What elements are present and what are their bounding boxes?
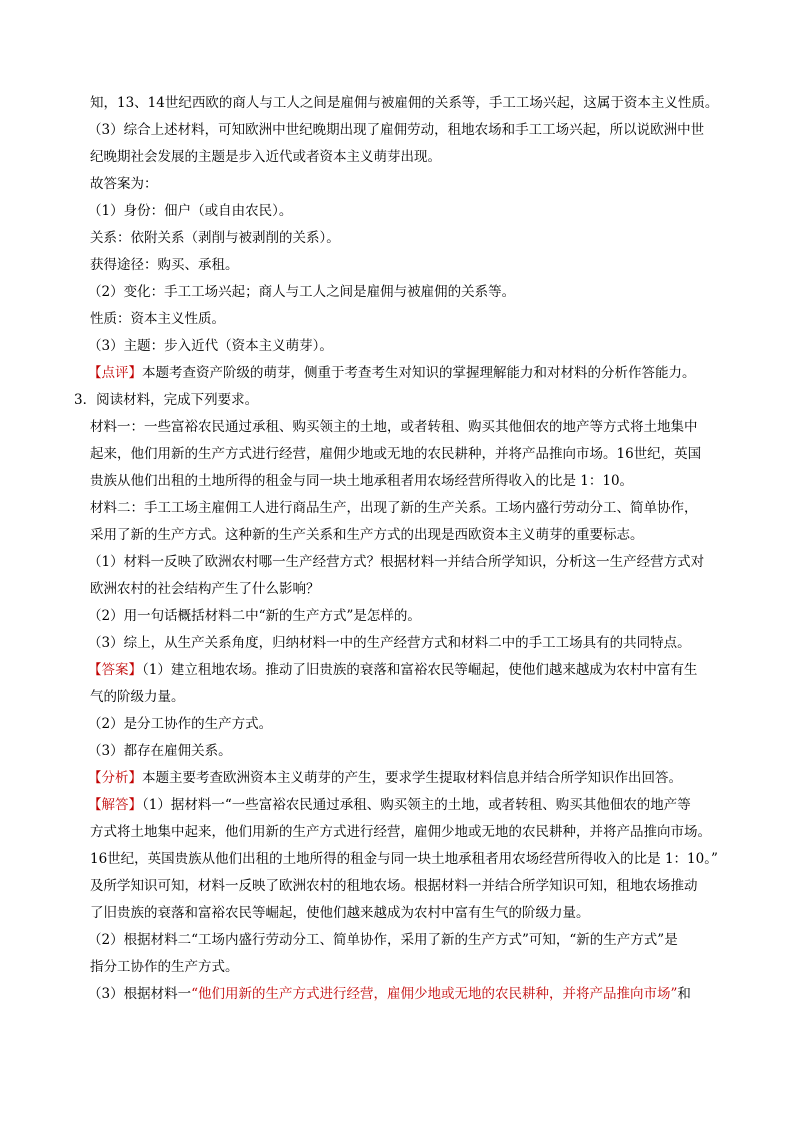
explain-line-3: 16世纪，英国贵族从他们出租的土地所得的租金与同一块土地承租者用农场经营所得收入的比是 1：10。” <box>90 851 718 867</box>
answer-tag: 【答案】 <box>88 662 142 678</box>
comment-tag: 【点评】 <box>88 365 142 381</box>
prev-line-9: 性质：资本主义性质。 <box>90 311 225 327</box>
material-1-line-2: 起来，他们用新的生产方式进行经营，雇佣少地或无地的农民耕种，并将产品推向市场。16世纪，英国 <box>90 446 702 462</box>
answer-1-text: （1）建立租地农场。推动了旧贵族的衰落和富裕农民等崛起，使他们越来越成为农村中富有生 <box>142 662 698 678</box>
answer-3: （3）都存在雇佣关系。 <box>88 743 232 759</box>
explain-3-prefix: （3）根据材料一 <box>88 986 192 1002</box>
explain-1-text: （1）据材料一“一些富裕农民通过承租、购买领主的土地，或者转租、购买其他佃农的地产等 <box>142 797 691 813</box>
explain-3-line-1 <box>88 985 691 1003</box>
prev-line-10: （3）主题：步入近代（资本主义萌芽）。 <box>88 338 333 354</box>
analysis-line <box>88 769 682 787</box>
answer-line-2: 气的阶级力量。 <box>90 689 185 705</box>
question-number: 3． <box>74 392 97 408</box>
explain-2-line-2: 指分工协作的生产方式。 <box>90 959 239 975</box>
question-stem: 阅读材料，完成下列要求。 <box>96 392 259 408</box>
prev-line-8: （2）变化：手工工场兴起；商人与工人之间是雇佣与被雇佣的关系等。 <box>88 284 516 300</box>
explain-line-5: 了旧贵族的衰落和富裕农民等崛起，使他们越来越成为农村中富有生气的阶级力量。 <box>90 905 590 921</box>
question-3-header <box>74 391 258 409</box>
answer-2: （2）是分工协作的生产方式。 <box>88 716 273 732</box>
answer-line-1 <box>88 661 697 679</box>
explain-3-quote: “他们用新的生产方式进行经营，雇佣少地或无地的农民耕种，并将产品推向市场” <box>191 986 678 1002</box>
material-1-line-3: 贵族从他们出租的土地所得的租金与同一块土地承租者用农场经营所得收入的比是 1：10。 <box>90 473 634 489</box>
sub-question-3: （3）综上，从生产关系角度，归纳材料一中的生产经营方式和材料二中的手工工场具有的共同特点。 <box>88 635 691 651</box>
sub-question-1-line-1: （1）材料一反映了欧洲农村哪一生产经营方式？根据材料一并结合所学知识，分析这一生产经营方式对 <box>88 554 705 570</box>
explain-3-suffix: 和 <box>677 986 691 1002</box>
explain-tag: 【解答】 <box>88 797 142 813</box>
sub-question-1-line-2: 欧洲农村的社会结构产生了什么影响？ <box>90 581 320 597</box>
explain-line-4: 及所学知识可知，材料一反映了欧洲农村的租地农场。根据材料一并结合所学知识可知，租地农场推动 <box>90 878 698 894</box>
prev-line-6: 关系：依附关系（剥削与被剥削的关系）。 <box>90 230 340 246</box>
explain-2-line-1: （2）根据材料二“工场内盛行劳动分工、简单协作，采用了新的生产方式”可知，“新的生产方式”是 <box>88 932 678 948</box>
comment-text: 本题考查资产阶级的萌芽，侧重于考查考生对知识的掌握理解能力和对材料的分析作答能力。 <box>142 365 696 381</box>
prev-line-3: 纪晚期社会发展的主题是步入近代或者资本主义萌芽出现。 <box>90 149 441 165</box>
prev-line-1: 知，13、14世纪西欧的商人与工人之间是雇佣与被雇佣的关系等，手工工场兴起，这属于资本主义性质。 <box>90 95 719 111</box>
explain-line-2: 方式将土地集中起来，他们用新的生产方式进行经营，雇佣少地或无地的农民耕种，并将产品推向市场。 <box>90 824 711 840</box>
analysis-tag: 【分析】 <box>88 770 142 786</box>
sub-question-2: （2）用一句话概括材料二中“新的生产方式”是怎样的。 <box>88 608 421 624</box>
prev-line-7: 获得途径：购买、承租。 <box>90 257 239 273</box>
material-1-line-1: 材料一：一些富裕农民通过承租、购买领主的土地，或者转租、购买其他佃农的地产等方式将土地集中 <box>90 419 698 435</box>
prev-line-2: （3）综合上述材料，可知欧洲中世纪晚期出现了雇佣劳动，租地农场和手工工场兴起，所以说欧洲中世 <box>88 122 705 138</box>
material-2-line-1: 材料二：手工工场主雇佣工人进行商品生产，出现了新的生产关系。工场内盛行劳动分工、简单协作， <box>90 500 698 516</box>
comment-line <box>88 364 696 382</box>
analysis-text: 本题主要考查欧洲资本主义萌芽的产生，要求学生提取材料信息并结合所学知识作出回答。 <box>142 770 682 786</box>
prev-line-5: （1）身份：佃户（或自由农民）。 <box>88 203 293 219</box>
explain-line-1 <box>88 796 691 814</box>
prev-line-4: 故答案为： <box>90 176 158 192</box>
material-2-line-2: 采用了新的生产方式。这种新的生产关系和生产方式的出现是西欧资本主义萌芽的重要标志。 <box>90 527 644 543</box>
